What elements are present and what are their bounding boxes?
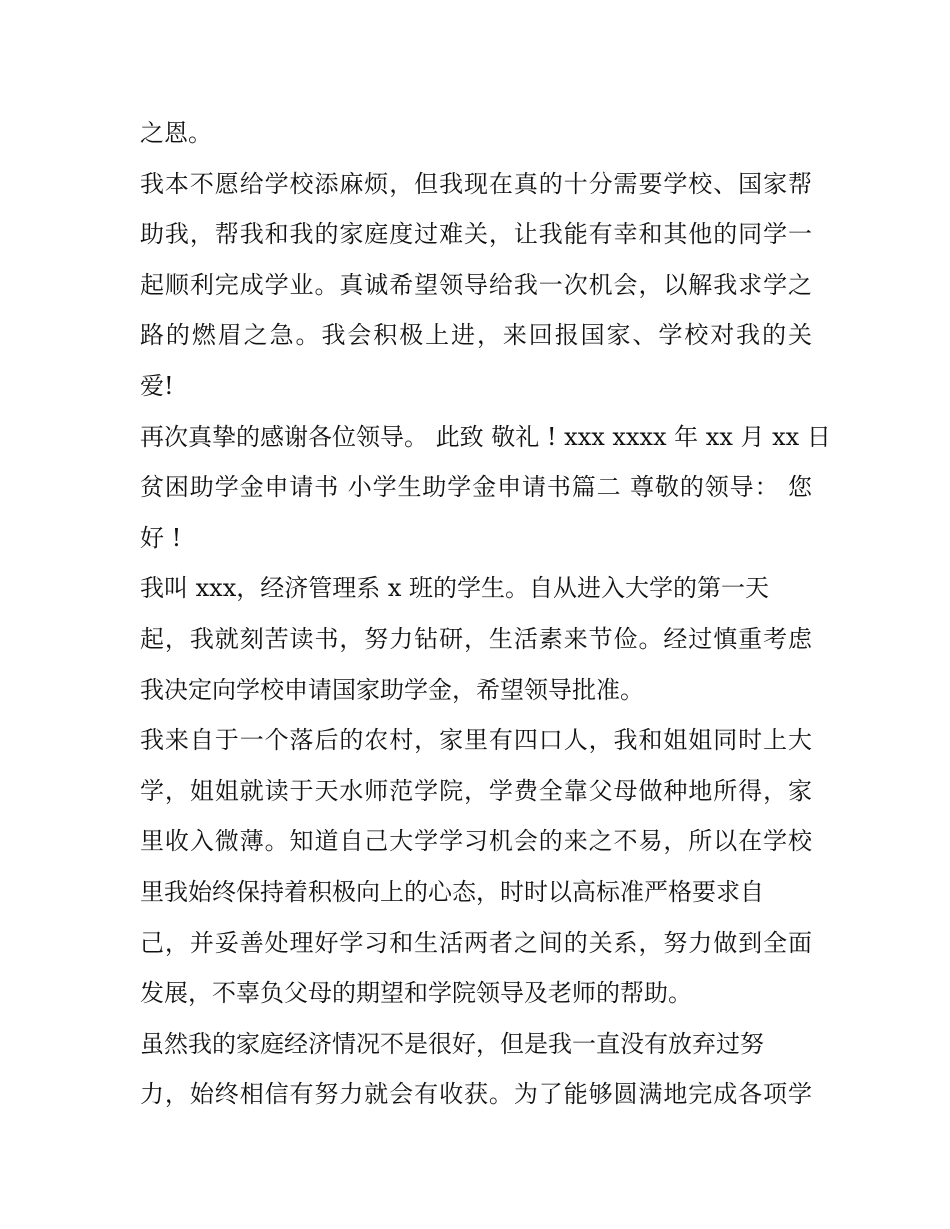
text-line: 里收入微薄。知道自己大学学习机会的来之不易，所以在学校 [140,827,812,856]
text-line: 我决定向学校申请国家助学金，希望领导批准。 [140,675,644,704]
text-line: 助我，帮我和我的家庭度过难关，让我能有幸和其他的同学一 [140,220,812,249]
document-body [140,108,831,1120]
text-line: 之恩。 [140,119,212,147]
text-line: 爱! [140,371,174,400]
text-line: 贫困助学金申请书 小学生助学金申请书篇二 尊敬的领导： 您 [140,473,812,502]
text-line: 发展，不辜负父母的期望和学院领导及老师的帮助。 [140,979,692,1008]
text-line: 起，我就刻苦读书，努力钻研，生活素来节俭。经过慎重考虑 [140,624,812,653]
text-line: 学，姐姐就读于天水师范学院，学费全靠父母做种地所得，家 [140,776,812,805]
text-line: 己，并妥善处理好学习和生活两者之间的关系，努力做到全面 [140,928,812,957]
text-line: 我叫 xxx，经济管理系 x 班的学生。自从进入大学的第一天 [140,574,770,603]
text-line: 再次真挚的感谢各位领导。 此致 敬礼 ! xxx xxxx 年 xx 月 xx 日 [140,422,831,451]
text-line: 力，始终相信有努力就会有收获。为了能够圆满地完成各项学 [140,1080,812,1109]
text-line: 我来自于一个落后的农村，家里有四口人，我和姐姐同时上大 [140,726,812,755]
text-line: 路的燃眉之急。我会积极上进，来回报国家、学校对我的关 [140,321,812,350]
text-line: 好 ! [140,523,182,552]
text-line: 我本不愿给学校添麻烦，但我现在真的十分需要学校、国家帮 [140,169,812,198]
text-line: 里我始终保持着积极向上的心态，时时以高标准严格要求自 [140,877,764,906]
text-line: 起顺利完成学业。真诚希望领导给我一次机会，以解我求学之 [140,270,812,299]
text-line: 虽然我的家庭经济情况不是很好，但是我一直没有放弃过努 [140,1029,764,1058]
